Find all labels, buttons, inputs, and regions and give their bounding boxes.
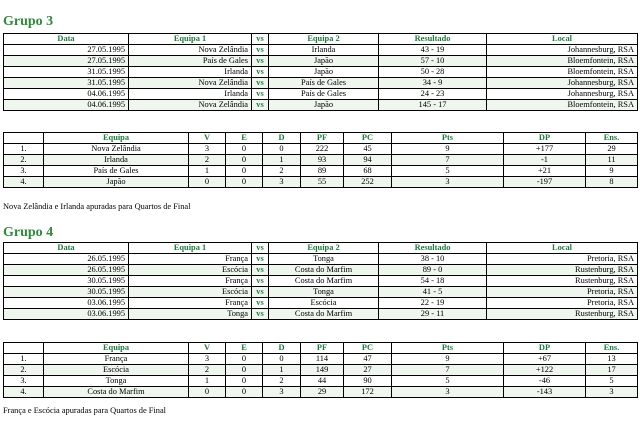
match-venue: Rustenburg, RSA — [487, 276, 638, 287]
standing-pos: 1. — [4, 354, 44, 365]
match-date: 30.05.1995 — [4, 287, 129, 298]
standing-pos: 4. — [4, 177, 44, 188]
match-score: 50 - 28 — [379, 67, 487, 78]
standing-e: 0 — [226, 387, 263, 398]
match-vs: vs — [252, 45, 269, 56]
match-score: 57 - 10 — [379, 56, 487, 67]
standing-v: 3 — [189, 144, 226, 155]
standing-pf: 222 — [301, 144, 344, 155]
match-row — [4, 287, 638, 298]
standing-dp: +21 — [504, 166, 586, 177]
standing-e: 0 — [226, 155, 263, 166]
match-score: 29 - 11 — [379, 309, 487, 320]
col-header-equipa2: Equipa 2 — [269, 243, 379, 254]
group-3-title: Grupo 3 — [3, 14, 54, 29]
standing-v: 0 — [189, 387, 226, 398]
match-date: 31.05.1995 — [4, 78, 129, 89]
standings-row — [4, 177, 638, 188]
standing-pc: 94 — [344, 155, 392, 166]
standing-ens: 17 — [586, 365, 638, 376]
match-team2: Costa do Marfim — [269, 265, 379, 276]
group-4-matches-table — [3, 242, 638, 320]
standing-v: 0 — [189, 177, 226, 188]
col-header-pos — [4, 343, 44, 354]
standing-pos: 4. — [4, 387, 44, 398]
standing-e: 0 — [226, 144, 263, 155]
standing-dp: -197 — [504, 177, 586, 188]
standing-pts: 9 — [392, 354, 504, 365]
standing-ens: 9 — [586, 166, 638, 177]
standing-pc: 90 — [344, 376, 392, 387]
match-team2: Tonga — [269, 287, 379, 298]
standing-e: 0 — [226, 365, 263, 376]
match-date: 27.05.1995 — [4, 45, 129, 56]
standings-row — [4, 387, 638, 398]
standing-pc: 47 — [344, 354, 392, 365]
standings-row — [4, 376, 638, 387]
standing-d: 3 — [263, 177, 301, 188]
standing-pf: 55 — [301, 177, 344, 188]
standing-d: 0 — [263, 354, 301, 365]
col-header-local: Local — [487, 243, 638, 254]
standing-e: 0 — [226, 354, 263, 365]
standing-pos: 2. — [4, 155, 44, 166]
match-vs: vs — [252, 56, 269, 67]
col-header-dp: DP — [504, 133, 586, 144]
match-team1: Irlanda — [129, 67, 252, 78]
match-venue: Johannesburg, RSA — [487, 45, 638, 56]
col-header-resultado: Resultado — [379, 34, 487, 45]
match-venue: Rustenburg, RSA — [487, 265, 638, 276]
standing-dp: +177 — [504, 144, 586, 155]
standing-pf: 149 — [301, 365, 344, 376]
match-row — [4, 56, 638, 67]
match-vs: vs — [252, 265, 269, 276]
col-header-pts: Pts — [392, 343, 504, 354]
standing-v: 3 — [189, 354, 226, 365]
match-team1: Escócia — [129, 287, 252, 298]
match-team1: França — [129, 298, 252, 309]
match-score: 54 - 18 — [379, 276, 487, 287]
match-vs: vs — [252, 100, 269, 111]
match-row — [4, 276, 638, 287]
standing-pos: 3. — [4, 376, 44, 387]
match-vs: vs — [252, 78, 269, 89]
col-header-pts: Pts — [392, 133, 504, 144]
col-header-equipa1: Equipa 1 — [129, 243, 252, 254]
standing-pc: 252 — [344, 177, 392, 188]
standing-ens: 8 — [586, 177, 638, 188]
standings-row — [4, 166, 638, 177]
standing-dp: -46 — [504, 376, 586, 387]
col-header-equipa1: Equipa 1 — [129, 34, 252, 45]
standing-ens: 3 — [586, 387, 638, 398]
matches-header-row — [4, 34, 638, 45]
standing-pos: 3. — [4, 166, 44, 177]
standing-d: 2 — [263, 166, 301, 177]
matches-header-row — [4, 243, 638, 254]
match-vs: vs — [252, 298, 269, 309]
match-date: 03.06.1995 — [4, 298, 129, 309]
col-header-ens: Ens. — [586, 133, 638, 144]
standing-team: Nova Zelândia — [44, 144, 189, 155]
standing-pts: 3 — [392, 177, 504, 188]
standing-pts: 5 — [392, 376, 504, 387]
standings-row — [4, 354, 638, 365]
standing-ens: 5 — [586, 376, 638, 387]
group-3-qualification-note: Nova Zelândia e Irlanda apuradas para Quartos de Final — [3, 202, 191, 211]
match-team1: País de Gales — [129, 56, 252, 67]
standing-v: 1 — [189, 166, 226, 177]
match-row — [4, 67, 638, 78]
group-4-standings-table — [3, 342, 638, 398]
standing-ens: 29 — [586, 144, 638, 155]
match-team2: País de Gales — [269, 89, 379, 100]
group-4-qualification-note: França e Escócia apuradas para Quartos de Final — [3, 406, 167, 415]
standing-dp: -1 — [504, 155, 586, 166]
match-date: 26.05.1995 — [4, 265, 129, 276]
match-vs: vs — [252, 287, 269, 298]
standings-row — [4, 155, 638, 166]
match-row — [4, 265, 638, 276]
standing-team: Irlanda — [44, 155, 189, 166]
match-score: 24 - 23 — [379, 89, 487, 100]
standing-pf: 29 — [301, 387, 344, 398]
match-team1: Nova Zelândia — [129, 78, 252, 89]
match-vs: vs — [252, 254, 269, 265]
col-header-equipa2: Equipa 2 — [269, 34, 379, 45]
standing-v: 2 — [189, 155, 226, 166]
standing-v: 1 — [189, 376, 226, 387]
match-row — [4, 78, 638, 89]
match-team2: País de Gales — [269, 78, 379, 89]
col-header-data: Data — [4, 243, 129, 254]
standing-team: Escócia — [44, 365, 189, 376]
match-venue: Pretoria, RSA — [487, 298, 638, 309]
standing-pf: 114 — [301, 354, 344, 365]
col-header-v: V — [189, 343, 226, 354]
match-score: 22 - 19 — [379, 298, 487, 309]
match-team2: Costa do Marfim — [269, 276, 379, 287]
standing-pts: 3 — [392, 387, 504, 398]
standing-dp: -143 — [504, 387, 586, 398]
group-4-title: Grupo 4 — [3, 225, 54, 240]
match-row — [4, 45, 638, 56]
match-team1: França — [129, 276, 252, 287]
match-venue: Bloemfontein, RSA — [487, 56, 638, 67]
match-row — [4, 100, 638, 111]
standing-ens: 11 — [586, 155, 638, 166]
standing-team: Costa do Marfim — [44, 387, 189, 398]
match-row — [4, 298, 638, 309]
standings-row — [4, 144, 638, 155]
match-vs: vs — [252, 309, 269, 320]
col-header-equipa: Equipa — [44, 343, 189, 354]
standing-d: 1 — [263, 155, 301, 166]
standings-row — [4, 365, 638, 376]
match-venue: Bloemfontein, RSA — [487, 100, 638, 111]
col-header-e: E — [226, 343, 263, 354]
col-header-local: Local — [487, 34, 638, 45]
match-vs: vs — [252, 89, 269, 100]
standing-team: Japão — [44, 177, 189, 188]
standing-ens: 13 — [586, 354, 638, 365]
standing-d: 2 — [263, 376, 301, 387]
standing-v: 2 — [189, 365, 226, 376]
col-header-pc: PC — [344, 133, 392, 144]
match-venue: Johannesburg, RSA — [487, 78, 638, 89]
col-header-vs: vs — [252, 34, 269, 45]
match-team1: França — [129, 254, 252, 265]
col-header-pc: PC — [344, 343, 392, 354]
standing-pc: 68 — [344, 166, 392, 177]
standing-pf: 44 — [301, 376, 344, 387]
match-venue: Bloemfontein, RSA — [487, 67, 638, 78]
match-score: 43 - 19 — [379, 45, 487, 56]
match-date: 30.05.1995 — [4, 276, 129, 287]
match-score: 41 - 5 — [379, 287, 487, 298]
standing-pos: 1. — [4, 144, 44, 155]
col-header-pos — [4, 133, 44, 144]
match-date: 31.05.1995 — [4, 67, 129, 78]
standing-pf: 89 — [301, 166, 344, 177]
standing-pf: 93 — [301, 155, 344, 166]
match-team2: Escócia — [269, 298, 379, 309]
match-row — [4, 309, 638, 320]
standing-team: França — [44, 354, 189, 365]
col-header-v: V — [189, 133, 226, 144]
match-venue: Rustenburg, RSA — [487, 309, 638, 320]
col-header-d: D — [263, 343, 301, 354]
match-team2: Costa do Marfim — [269, 309, 379, 320]
standing-pos: 2. — [4, 365, 44, 376]
match-team1: Irlanda — [129, 89, 252, 100]
col-header-vs: vs — [252, 243, 269, 254]
match-date: 26.05.1995 — [4, 254, 129, 265]
standings-header-row — [4, 343, 638, 354]
match-venue: Johannesburg, RSA — [487, 89, 638, 100]
match-date: 04.06.1995 — [4, 89, 129, 100]
standing-pts: 7 — [392, 155, 504, 166]
match-team2: Irlanda — [269, 45, 379, 56]
col-header-ens: Ens. — [586, 343, 638, 354]
match-row — [4, 89, 638, 100]
standing-d: 0 — [263, 144, 301, 155]
standing-pc: 172 — [344, 387, 392, 398]
match-score: 89 - 0 — [379, 265, 487, 276]
match-date: 03.06.1995 — [4, 309, 129, 320]
col-header-pf: PF — [301, 343, 344, 354]
match-vs: vs — [252, 67, 269, 78]
match-score: 38 - 10 — [379, 254, 487, 265]
match-date: 04.06.1995 — [4, 100, 129, 111]
standings-header-row — [4, 133, 638, 144]
standing-e: 0 — [226, 177, 263, 188]
match-row — [4, 254, 638, 265]
match-team2: Japão — [269, 100, 379, 111]
col-header-pf: PF — [301, 133, 344, 144]
match-vs: vs — [252, 276, 269, 287]
match-team2: Tonga — [269, 254, 379, 265]
match-team2: Japão — [269, 56, 379, 67]
standing-e: 0 — [226, 166, 263, 177]
match-team2: Japão — [269, 67, 379, 78]
standing-team: País de Gales — [44, 166, 189, 177]
standing-d: 3 — [263, 387, 301, 398]
match-date: 27.05.1995 — [4, 56, 129, 67]
standing-e: 0 — [226, 376, 263, 387]
col-header-e: E — [226, 133, 263, 144]
standing-pts: 7 — [392, 365, 504, 376]
standing-pts: 9 — [392, 144, 504, 155]
standing-pts: 5 — [392, 166, 504, 177]
group-3-standings-table — [3, 132, 638, 188]
standing-pc: 45 — [344, 144, 392, 155]
col-header-equipa: Equipa — [44, 133, 189, 144]
col-header-dp: DP — [504, 343, 586, 354]
group-3-matches-table — [3, 33, 638, 111]
match-team1: Escócia — [129, 265, 252, 276]
standing-team: Tonga — [44, 376, 189, 387]
match-team1: Tonga — [129, 309, 252, 320]
col-header-resultado: Resultado — [379, 243, 487, 254]
col-header-data: Data — [4, 34, 129, 45]
col-header-d: D — [263, 133, 301, 144]
match-venue: Pretoria, RSA — [487, 287, 638, 298]
match-team1: Nova Zelândia — [129, 45, 252, 56]
standing-pc: 27 — [344, 365, 392, 376]
standing-d: 1 — [263, 365, 301, 376]
match-score: 145 - 17 — [379, 100, 487, 111]
match-team1: Nova Zelândia — [129, 100, 252, 111]
match-score: 34 - 9 — [379, 78, 487, 89]
standing-dp: +122 — [504, 365, 586, 376]
match-venue: Pretoria, RSA — [487, 254, 638, 265]
standing-dp: +67 — [504, 354, 586, 365]
